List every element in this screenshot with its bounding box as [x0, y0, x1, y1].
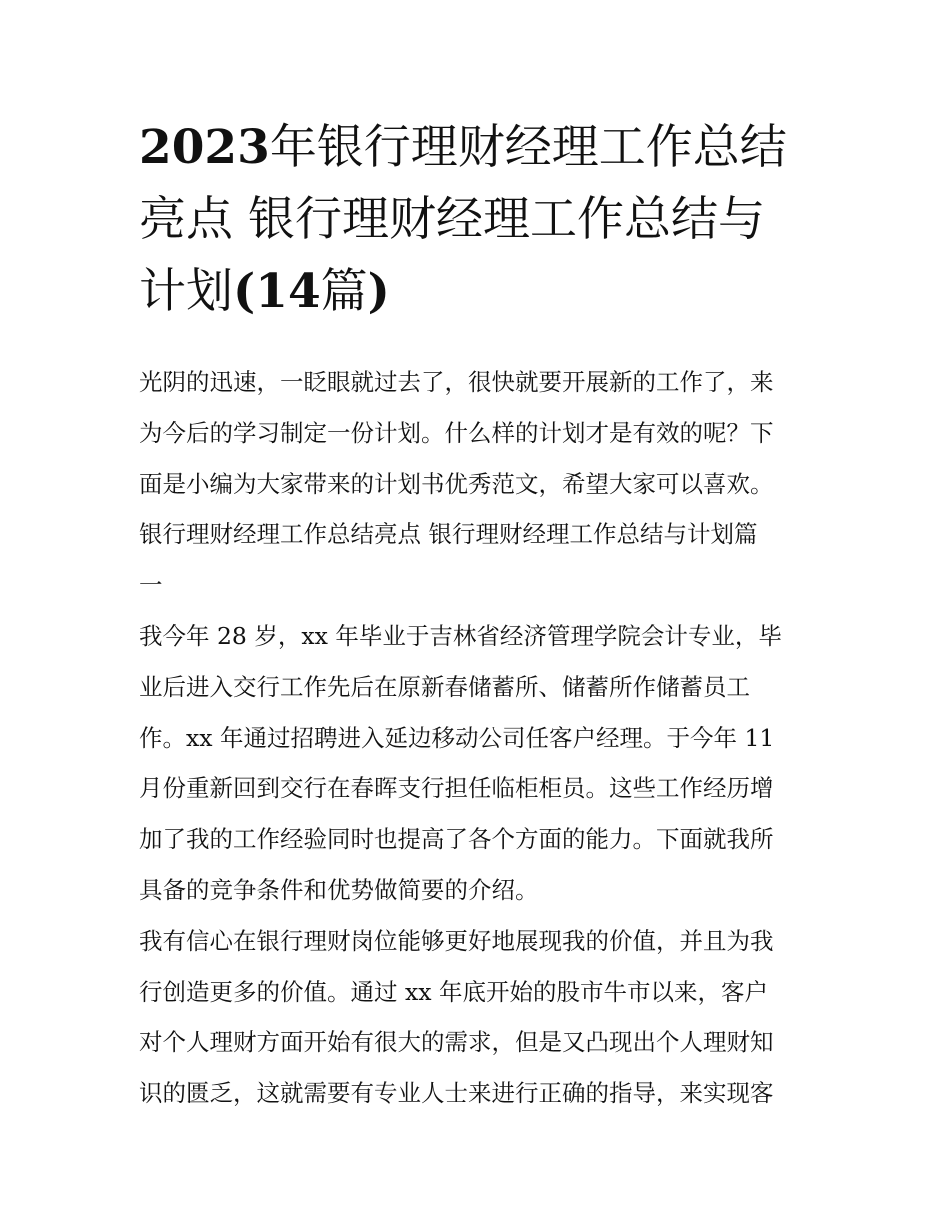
text-line: 银行理财经理工作总结亮点 银行理财经理工作总结与计划篇	[139, 520, 758, 549]
text-line: 面是小编为大家带来的计划书优秀范文，希望大家可以喜欢。	[139, 469, 774, 498]
text-line: 行创造更多的价值。通过 xx 年底开始的股市牛市以来，客户	[139, 977, 768, 1006]
title-count: (14	[233, 264, 321, 319]
title-line-3	[139, 256, 819, 328]
text-line: 对个人理财方面开始有很大的需求，但是又凸现出个人理财知	[139, 1028, 774, 1057]
title-count-unit: 篇	[320, 264, 368, 319]
text-line: 我有信心在银行理财岗位能够更好地展现我的价值，并且为我	[139, 926, 774, 955]
title-line-3-prefix: 计划	[139, 264, 233, 319]
text-line: 业后进入交行工作先后在原新春储蓄所、储蓄所作储蓄员工	[139, 672, 750, 701]
title-line-1-text: 年银行理财经理工作总结	[269, 120, 787, 175]
text-line: 作。xx 年通过招聘进入延边移动公司任客户经理。于今年 11	[139, 723, 775, 752]
text-line: 一	[139, 571, 163, 600]
text-line: 光阴的迅速，一眨眼就过去了，很快就要开展新的工作了，来	[139, 368, 774, 396]
text-line: 为今后的学习制定一份计划。什么样的计划才是有效的呢？下	[139, 418, 774, 447]
text-line: 加了我的工作经验同时也提高了各个方面的能力。下面就我所	[139, 825, 774, 854]
title-line-1	[139, 112, 819, 184]
title-close-paren: )	[367, 264, 390, 319]
document-title	[139, 112, 819, 328]
text-line: 识的匮乏，这就需要有专业人士来进行正确的指导，来实现客	[139, 1079, 774, 1108]
text-line: 具备的竞争条件和优势做简要的介绍。	[139, 875, 539, 904]
body-text	[139, 357, 829, 1119]
title-year: 2023	[139, 120, 270, 175]
title-line-2: 亮点 银行理财经理工作总结与	[139, 192, 765, 247]
text-line: 月份重新回到交行在春晖支行担任临柜柜员。这些工作经历增	[139, 774, 774, 803]
text-line: 我今年 28 岁，xx 年毕业于吉林省经济管理学院会计专业，毕	[139, 621, 782, 650]
